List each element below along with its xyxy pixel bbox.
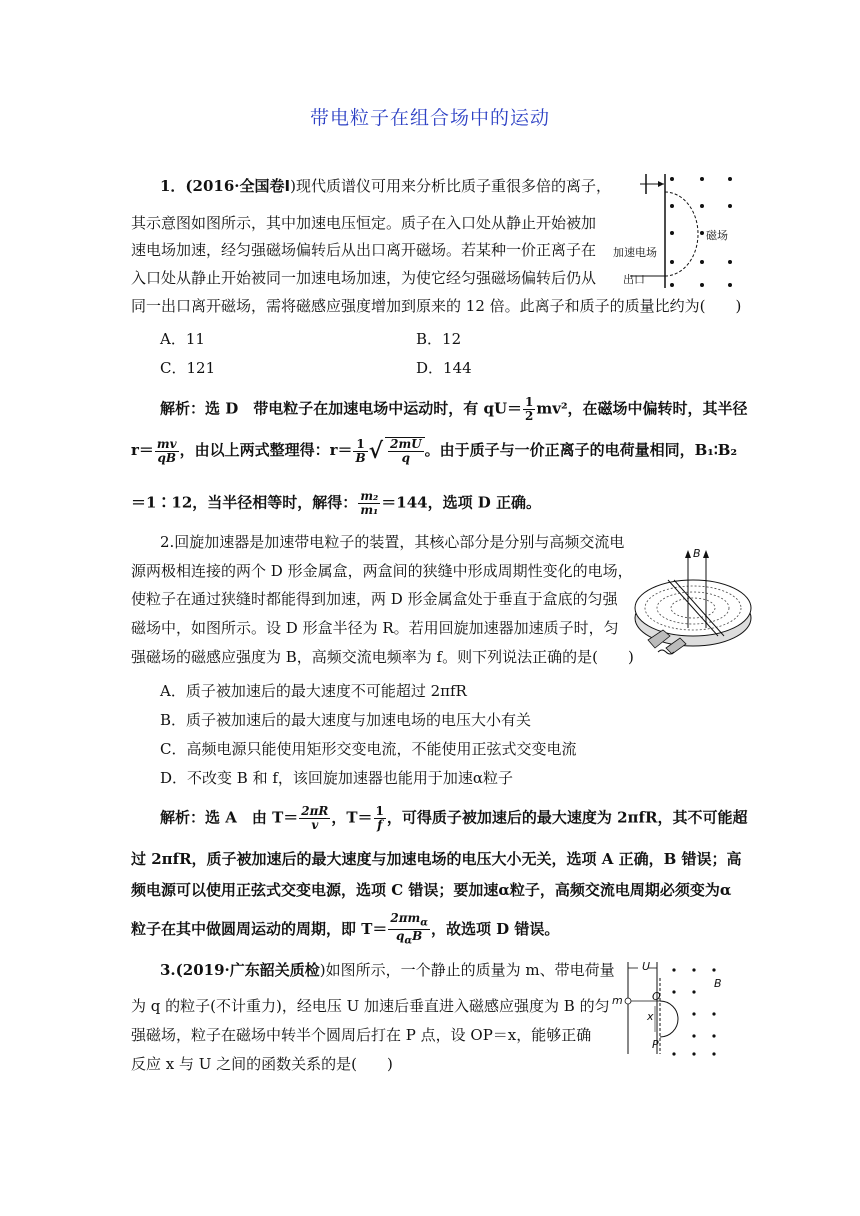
q2-line-1: 2.回旋加速器是加速带电粒子的装置，其核心部分是分别与高频交流电 [160,533,625,551]
label-B-field: B [714,977,722,990]
q3-source: 广东韶关质检 [229,961,320,979]
q1-line-3: 速电场加速，经匀强磁场偏转后从出口离开磁场。若某种一价正离子在 [131,241,597,259]
q2-option-a[interactable]: A．质子被加速后的最大速度不可能超过 2πfR [160,682,467,700]
q2-line-5: 强磁场的磁感应强度为 B，高频交流电频率为 f。则下列说法正确的是( ) [131,648,634,666]
a2-text-4b: ，故选项 D 错误。 [430,919,560,938]
q1-option-d[interactable]: D．144 [416,359,472,377]
a1-line-2: r＝ $\frac{mv}{qB}$ ，由以上两式整理得：r＝ $\frac{1}{B}$ √ $\frac{2mU}{q}$ 。由于质子与一价正离子的电荷量相同，B₁∶B₂ [131,436,738,465]
a1-text-1: 解析：选 D 带电粒子在加速电场中运动时，有 qU＝ [160,399,523,418]
a2-text-1b: ，T＝ [331,808,373,827]
a1-line-3: ＝1∶12，当半径相等时，解得： $\frac{\text{m₂}}{\text{m₁}}$ ＝144，选项 D 正确。 [131,489,542,517]
q1-option-b[interactable]: B．12 [416,330,462,348]
q2-line-4: 磁场中，如图所示。设 D 形盒半径为 R。若用回旋加速器加速质子时，匀 [131,619,619,637]
a1-text-3a: ＝1∶12，当半径相等时，解得： [131,493,358,512]
q1-text-1: )现代质谱仪可用来分析比质子重很多倍的离子， [290,177,611,195]
a2-line-1: 解析：选 A 由 T＝ $\frac{2\pi R}{v}$ ，T＝ $\frac{1}{f}$ ，可得质子被加速后的最大速度为 2πfR，其不可能超 [160,804,748,832]
label-P: P [652,1038,659,1051]
q3-text-1: )如图所示，一个静止的质量为 m、带电荷量 [319,961,615,979]
a1-text-2a: r＝ [131,441,154,459]
q3-number: 3.(2019· [160,961,230,979]
a1-text-1b: mv²，在磁场中偏转时，其半径 [536,399,748,418]
label-U: U [642,960,651,973]
q3-line-2: 为 q 的粒子(不计重力)，经电压 U 加速后垂直进入磁感应强度为 B 的匀 [131,997,610,1015]
q1-option-c[interactable]: C．121 [160,359,216,377]
a2-text-4a: 粒子在其中做圆周运动的周期，即 T＝ [131,919,388,938]
q1-line-5: 同一出口离开磁场，需将磁感应强度增加到原来的 12 倍。此离子和质子的质量比约为( ) [131,297,742,315]
a1-line-1: 解析：选 D 带电粒子在加速电场中运动时，有 qU＝ $\frac{1}{2}$ mv²，在磁场中偏转时，其半径 [160,395,748,423]
a1-text-2c: 。由于质子与一价正离子的电荷量相同，B₁∶B₂ [424,441,738,459]
a2-line-3: 频电源可以使用正弦式交变电源，选项 C 错误；要加速α粒子，高频交流电周期必须变为α [131,881,732,899]
q2-line-2: 源两极相连接的两个 D 形金属盒，两盒间的狭缝中形成周期性变化的电场， [131,562,633,580]
q1-source: 全国卷Ⅰ [239,177,291,195]
q1-line-2: 其示意图如图所示，其中加速电压恒定。质子在入口处从静止开始被加 [131,214,597,232]
label-O: O [652,990,661,1003]
q3-line-4: 反应 x 与 U 之间的函数关系的是( ) [131,1055,393,1073]
label-B-cyclotron: B [693,547,701,560]
label-x: x [647,1010,654,1023]
q1-line-4: 入口处从静止开始被同一加速电场加速，为使它经匀强磁场偏转后仍从 [131,269,597,287]
a2-line-4: 粒子在其中做圆周运动的周期，即 T＝ $\frac{2\pi m_\alpha}{q_\alpha B}$ ，故选项 D 错误。 [131,911,560,947]
q2-option-b[interactable]: B．质子被加速后的最大速度与加速电场的电压大小有关 [160,711,532,729]
page-title: 带电粒子在组合场中的运动 [309,107,550,129]
a1-text-2b: ，由以上两式整理得：r＝ [179,441,353,459]
q2-option-d[interactable]: D．不改变 B 和 f，该回旋加速器也能用于加速α粒子 [160,769,514,787]
label-magnetic-field: 磁场 [706,229,728,242]
q3-line-3: 强磁场，粒子在磁场中转半个圆周后打在 P 点，设 OP＝x，能够正确 [131,1026,592,1044]
q1-option-a[interactable]: A．11 [160,330,205,348]
a2-text-1a: 解析：选 A 由 T＝ [160,808,299,827]
q2-option-c[interactable]: C．高频电源只能使用矩形交变电流，不能使用正弦式交变电流 [160,740,577,758]
q2-line-3: 使粒子在通过狭缝时都能得到加速，两 D 形金属盒处于垂直于盒底的匀强 [131,590,618,608]
label-m: m [612,994,623,1007]
label-accelerating-field: 加速电场 [613,246,657,259]
a1-text-3b: ＝144，选项 D 正确。 [381,493,542,512]
a2-text-1c: ，可得质子被加速后的最大速度为 2πfR，其不可能超 [386,808,748,827]
label-exit: 出口 [623,273,645,286]
q1-number: 1．(2016· [160,177,240,195]
q1-line-1 [160,176,611,196]
a2-line-2: 过 2πfR，质子被加速后的最大速度与加速电场的电压大小无关，选项 A 正确，B 错误；高 [131,850,742,868]
magnetic-deflection-figure [610,958,740,1058]
q3-line-1 [160,960,615,980]
